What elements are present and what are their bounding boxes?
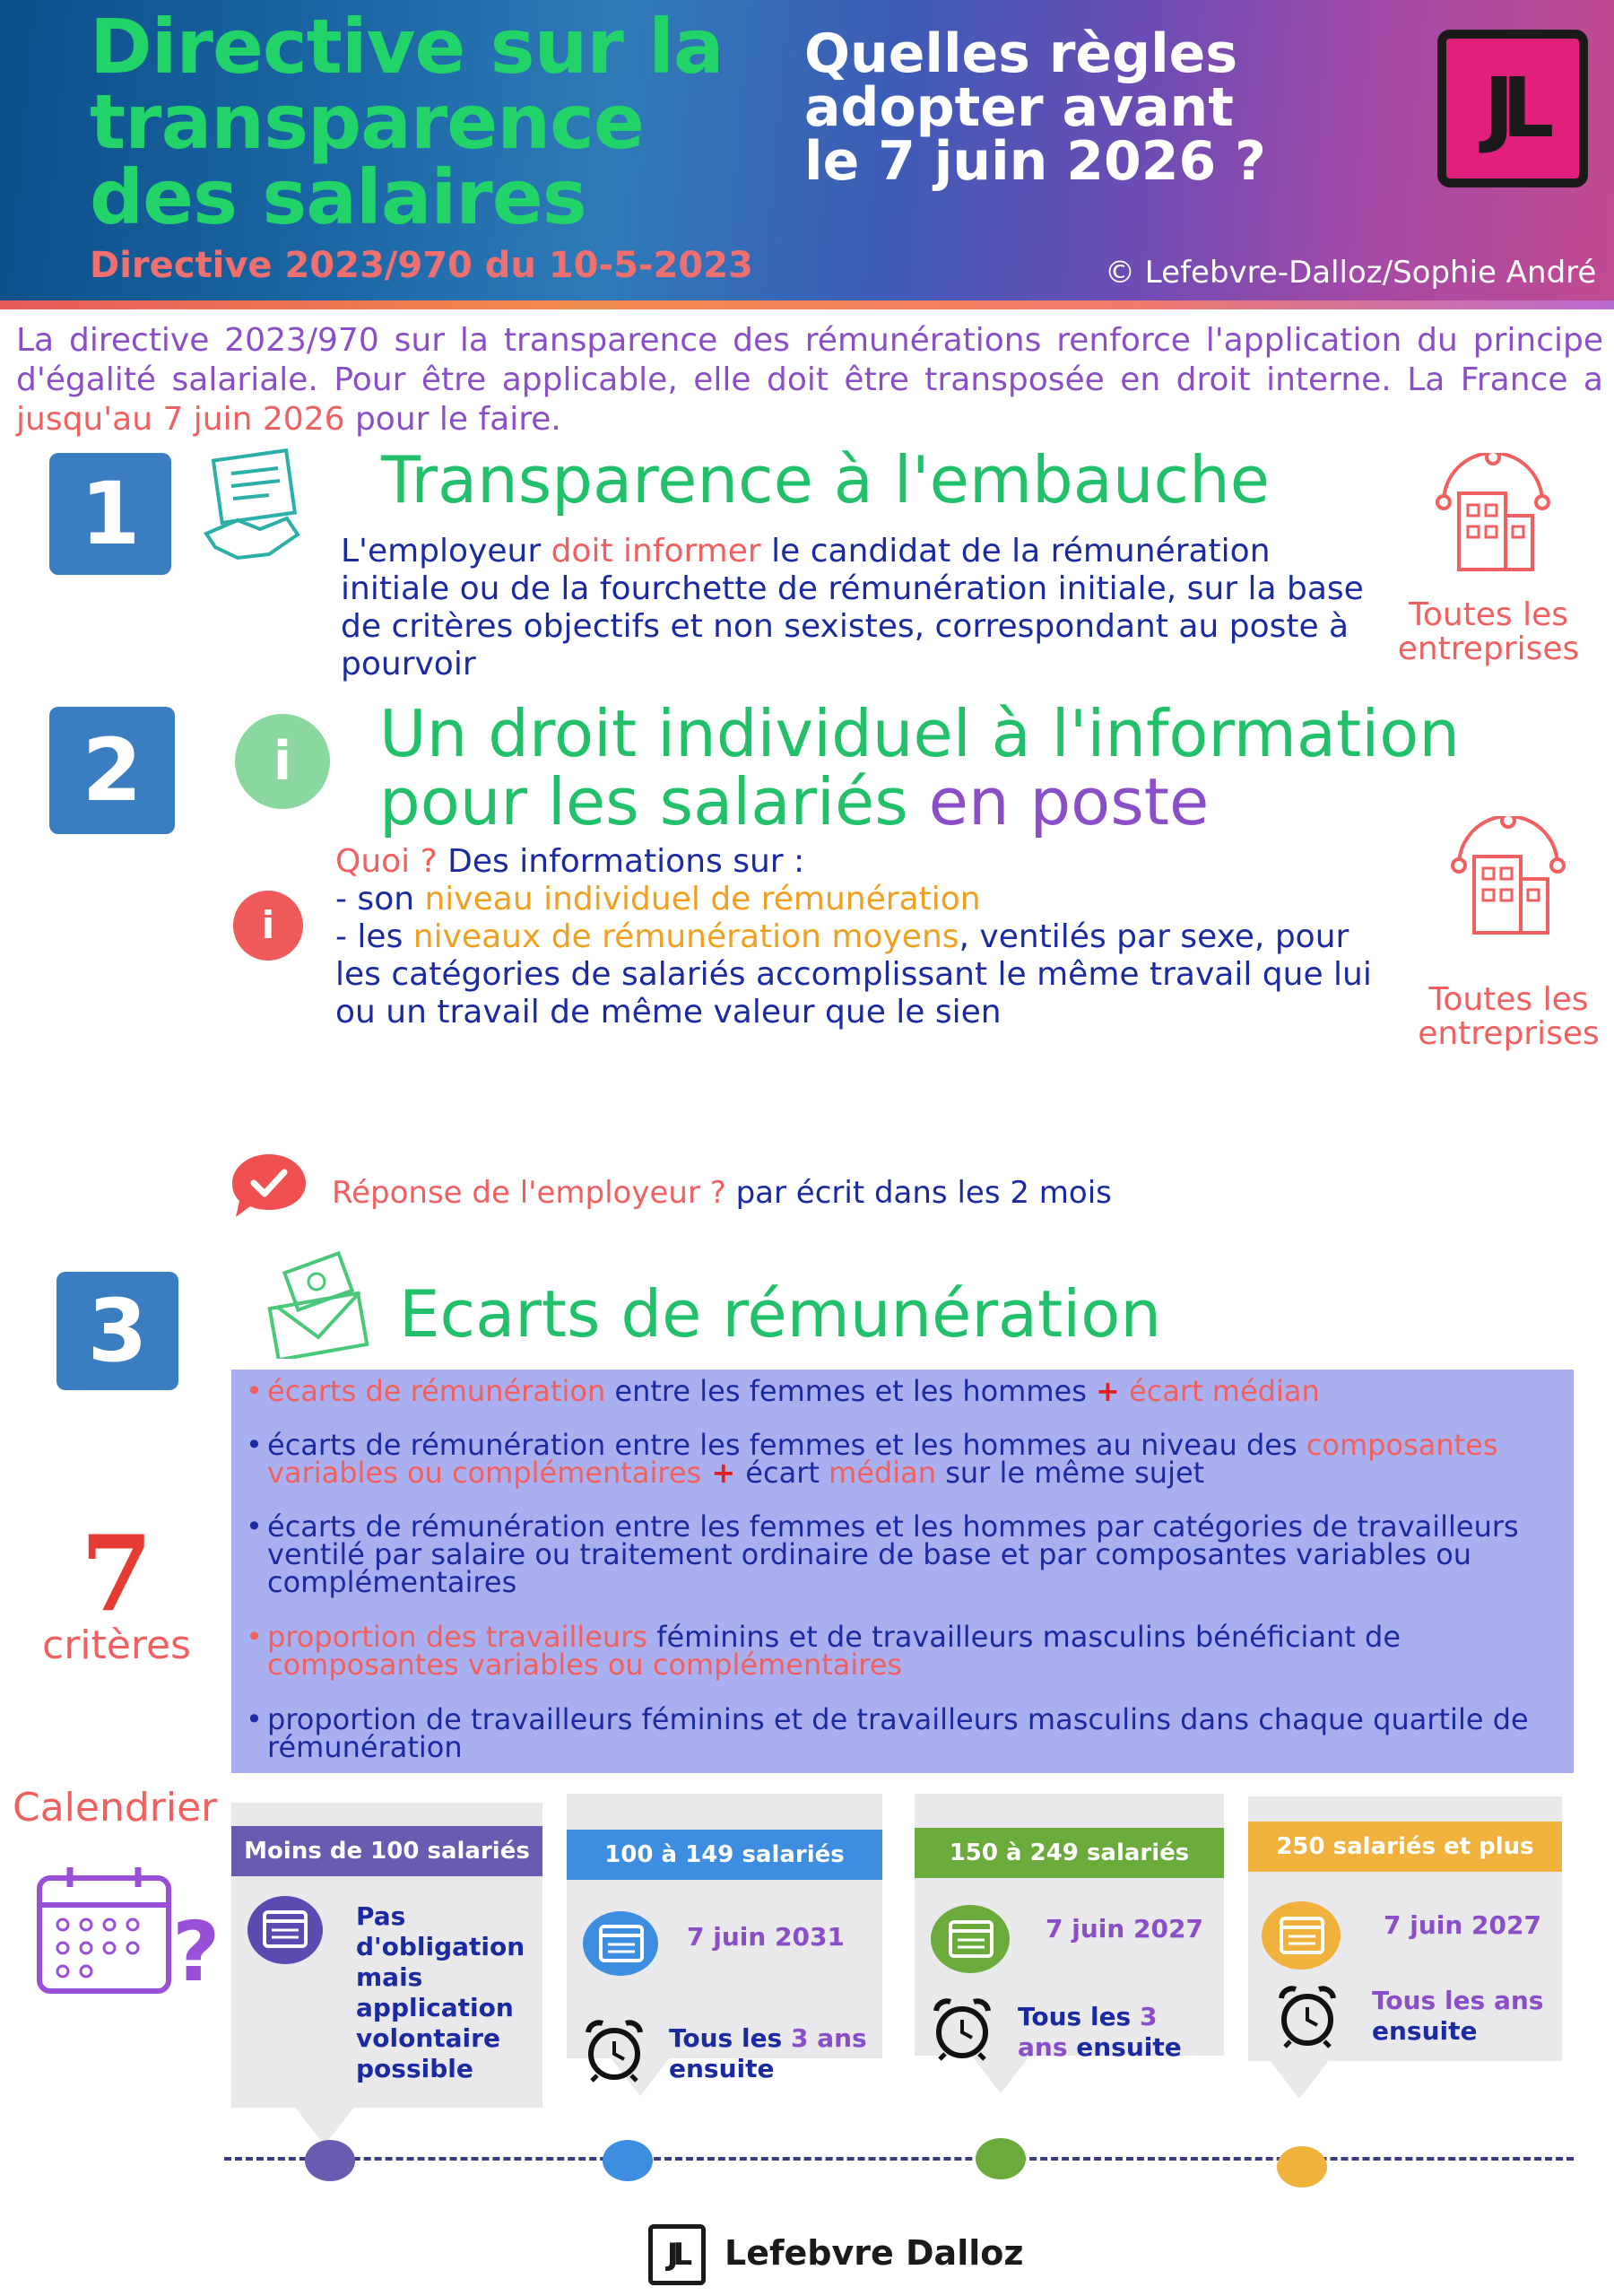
card-4-date: 7 juin 2027 — [1384, 1910, 1541, 1940]
c4-components: composantes variables ou complémentaires — [267, 1648, 903, 1682]
footer-logo — [648, 2224, 706, 2285]
info-icon: i — [235, 714, 330, 809]
copyright: © Lefebvre-Dalloz/Sophie André — [1105, 255, 1597, 291]
criteria-count-block — [31, 1513, 202, 1668]
header-question — [804, 22, 1271, 193]
freq-prefix: Tous les — [1018, 2002, 1140, 2031]
card-2-frequency — [669, 2023, 875, 2084]
freq-suffix: ensuite — [1372, 2016, 1478, 2046]
item1-highlight: niveau individuel de rémunération — [424, 881, 981, 918]
scope-line-1: Toutes les — [1428, 981, 1589, 1018]
calendar-icon — [1260, 1900, 1342, 1971]
main-title — [90, 3, 771, 241]
freq-prefix: Tous les — [669, 2023, 791, 2053]
c1-highlight: écarts de rémunération — [267, 1374, 606, 1408]
title-line-2: transparence — [90, 78, 644, 166]
section-1-body — [341, 533, 1381, 683]
scope-line-2: entreprises — [1418, 1015, 1600, 1052]
freq-suffix: ensuite — [1067, 2032, 1182, 2062]
quoi-label: Quoi ? — [335, 843, 438, 880]
section-2-title-line-2: pour les salariés — [379, 764, 929, 839]
criterion-4 — [267, 1620, 1532, 1682]
question-line-3: le 7 juin 2026 ? — [804, 130, 1266, 193]
scope-line-2: entreprises — [1397, 631, 1580, 667]
section-1-badge: 1 — [49, 453, 171, 575]
section-3-badge: 3 — [56, 1272, 178, 1390]
section-1-title-text: Transparence à l'embauche — [381, 442, 1271, 517]
section-2-badge: 2 — [49, 707, 175, 834]
timeline-dot-4 — [1277, 2146, 1327, 2187]
check-bubble-icon — [229, 1151, 309, 1222]
brand-logo — [1437, 30, 1588, 187]
item1-prefix: - son — [335, 881, 425, 918]
criterion-1 — [267, 1374, 1532, 1408]
timeline-dot-2 — [603, 2140, 653, 2181]
card-1-text: Pas d'obligation mais application volontaire possible — [356, 1901, 525, 2083]
card-4-frequency — [1372, 1986, 1551, 2047]
question-line-1: Quelles règles — [804, 22, 1238, 85]
card-2-date: 7 juin 2031 — [687, 1922, 845, 1952]
logo-mark: JL — [1483, 60, 1542, 156]
c2-end: sur le même sujet — [936, 1456, 1205, 1490]
question-line-2: adopter avant — [804, 76, 1234, 139]
item2-highlight: niveaux de rémunération moyens — [412, 918, 959, 955]
c4-highlight: proportion des travailleurs — [267, 1620, 648, 1654]
calendar-icon — [581, 1909, 660, 1979]
card-pointer — [1269, 2059, 1330, 2099]
section-2-title — [379, 696, 1545, 839]
freq-highlight: Tous les ans — [1372, 1986, 1544, 2015]
s1-body-highlight: doit informer — [551, 533, 761, 570]
intro-paragraph — [16, 321, 1603, 439]
card-3-frequency — [1018, 2002, 1215, 2063]
c1-median: écart médian — [1119, 1374, 1320, 1408]
c2-median: médian — [829, 1456, 937, 1490]
c2-highlight: composantes variables ou complémentaires — [267, 1428, 1498, 1490]
section-1-scope — [1385, 598, 1592, 666]
title-line-3: des salaires — [90, 153, 586, 241]
calendar-icon — [247, 1894, 324, 1966]
criteria-count: 7 — [80, 1513, 153, 1635]
timeline-line — [224, 2157, 1574, 2161]
footer-brand: Lefebvre Dalloz — [725, 2233, 1024, 2273]
section-3-title: Ecarts de rémunération — [399, 1276, 1161, 1352]
alarm-clock-icon — [1276, 1984, 1339, 2048]
response-label: Réponse de l'employeur ? — [332, 1175, 726, 1211]
card-3-header: 150 à 249 salariés — [915, 1828, 1224, 1878]
response-text: par écrit dans les 2 mois — [725, 1175, 1112, 1211]
calendar-icon — [929, 1903, 1011, 1975]
s1-body-a: L'employeur — [341, 533, 551, 570]
criterion-2 — [267, 1428, 1532, 1490]
alarm-clock-icon — [931, 1996, 994, 2061]
s1-body-b: le candidat de la rémunération initiale ou de la fourchette de rémunération initiale, sur la base de critères objectifs et non sexistes, correspondant au poste à pourvoir — [341, 533, 1364, 683]
card-1-header: Moins de 100 salariés — [231, 1826, 542, 1876]
item2-text: , ventilés par sexe, pour les catégories de salariés accomplissant le même travail que lui ou un travail de même valeur que le sien — [335, 918, 1372, 1031]
timeline-dot-3 — [976, 2138, 1026, 2179]
c2-text: écarts de rémunération entre les femmes et les hommes au niveau des — [267, 1428, 1306, 1462]
section-2-title-highlight: en poste — [928, 764, 1210, 839]
company-building-icon — [1445, 816, 1571, 942]
title-line-1: Directive sur la — [90, 3, 724, 91]
item2-prefix: - les — [335, 918, 413, 955]
criteria-list — [231, 1370, 1574, 1773]
freq-highlight: 3 ans — [1018, 2002, 1158, 2062]
quoi-text: Des informations sur : — [437, 843, 805, 880]
intro-deadline: jusqu'au 7 juin 2026 — [16, 401, 345, 438]
card-4-header: 250 salariés et plus — [1248, 1822, 1562, 1872]
alarm-clock-icon — [583, 2018, 646, 2083]
calendar-title: Calendrier — [13, 1785, 218, 1831]
criterion-3: • écarts de rémunération entre les femmes et les hommes par catégories de travailleurs ventilé par salaire ou traitement ordinaire de base et par composantes variables ou complémentaires — [267, 1513, 1532, 1596]
c1-text: entre les femmes et les hommes — [605, 1374, 1097, 1408]
employer-response — [332, 1175, 1112, 1211]
section-2-scope — [1403, 983, 1614, 1051]
freq-suffix: ensuite — [669, 2054, 775, 2083]
calendar-question-icon — [36, 1866, 233, 2000]
info-alert-icon: i — [233, 891, 303, 961]
section-2-body — [335, 843, 1384, 1031]
svg-text:?: ? — [172, 1904, 221, 2000]
criterion-5: • proportion de travailleurs féminins et de travailleurs masculins dans chaque quartile de rémunération — [267, 1706, 1532, 1761]
card-3-date: 7 juin 2027 — [1046, 1914, 1203, 1944]
c2-plus: + — [701, 1456, 746, 1490]
scope-line-1: Toutes les — [1408, 596, 1569, 633]
intro-text-end: pour le faire. — [344, 401, 561, 438]
c1-plus: + — [1096, 1374, 1120, 1408]
contract-handshake-icon — [197, 448, 305, 565]
criteria-label: critères — [42, 1622, 191, 1668]
section-1-title — [381, 442, 1271, 517]
footer-logo-mark: JL — [666, 2237, 688, 2273]
company-building-icon — [1430, 453, 1556, 578]
c2-ecart: écart — [745, 1456, 829, 1490]
directive-reference: Directive 2023/970 du 10-5-2023 — [90, 245, 753, 286]
section-2-title-line-1: Un droit individuel à l'information — [379, 696, 1460, 771]
timeline-dot-1 — [305, 2140, 355, 2181]
intro-text: La directive 2023/970 sur la transparence des rémunérations renforce l'application du principe d'égalité salariale. Pour être applicable, elle doit être transposée en droit interne. La France a — [16, 322, 1603, 398]
c4-text: féminins et de travailleurs masculins bénéficiant de — [647, 1620, 1401, 1654]
money-envelope-icon — [265, 1251, 372, 1359]
card-2-header: 100 à 149 salariés — [567, 1830, 882, 1880]
freq-highlight: 3 ans — [790, 2023, 867, 2053]
header-divider — [0, 300, 1614, 309]
